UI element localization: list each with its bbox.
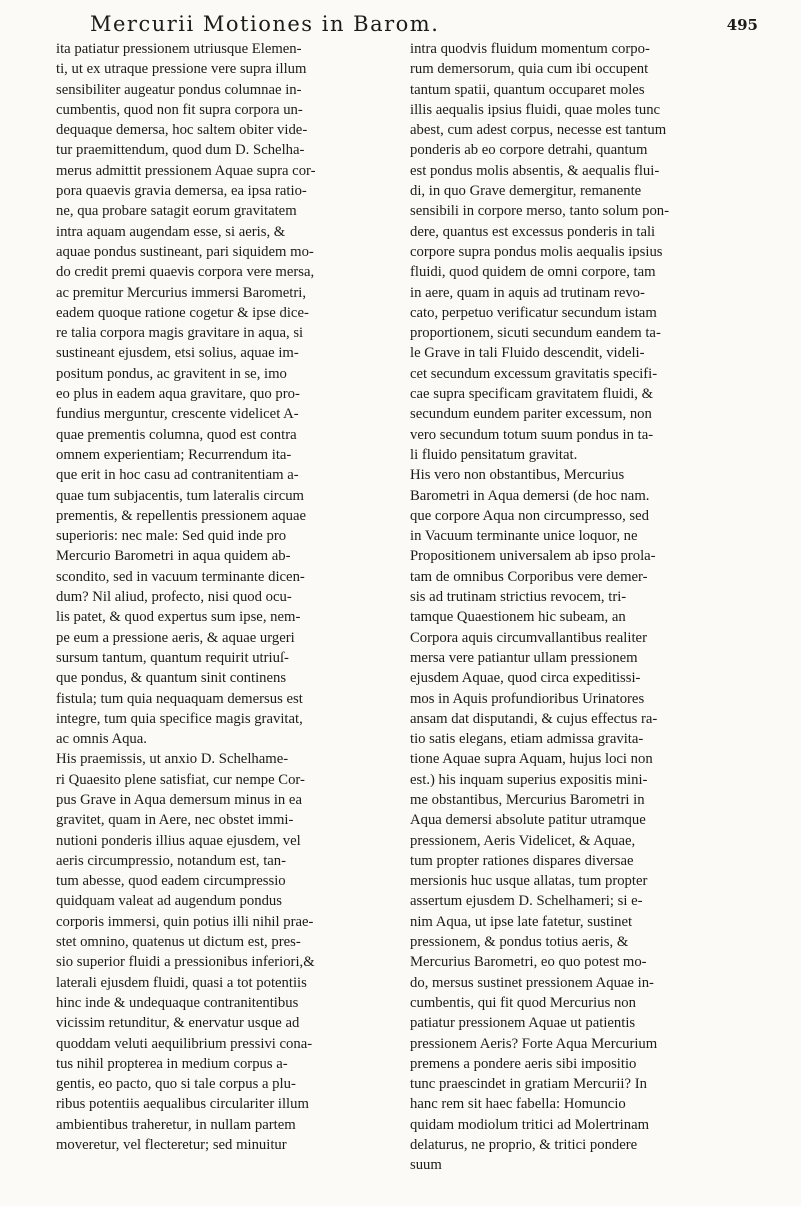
text-line: tunc praescindet in gratiam Mercurii? In (410, 1076, 647, 1093)
text-line: do credit premi quaevis corpora vere mersa, (56, 264, 315, 281)
text-line: di, in quo Grave demergitur, remanente (410, 183, 642, 200)
text-line: que erit in hoc casu ad contranitentiam a- (56, 467, 299, 484)
text-line: ribus potentiis aequalibus circulariter illum (56, 1096, 309, 1113)
text-line: mos in Aquis profundioribus Urinatores (410, 690, 645, 707)
text-line: que pondus, & quantum sinit continens (56, 670, 287, 687)
text-line: hanc rem sit haec fabella: Homuncio (410, 1096, 626, 1113)
text-line: pe eum a pressione aeris, & aquae urgeri (56, 629, 295, 646)
text-line: His vero non obstantibus, Mercurius (410, 467, 625, 484)
text-line: delaturus, ne proprio, & tritici pondere (410, 1137, 638, 1154)
text-line: sursum tantum, quantum requirit utriuſ- (56, 649, 289, 666)
text-line: tam de omnibus Corporibus vere demer- (410, 568, 648, 585)
text-line: ita patiatur pressionem utriusque Elemen- (56, 41, 302, 57)
text-line: ponderis ab eo corpore detrahi, quantum (410, 142, 648, 159)
text-line: gentis, eo pacto, quo si tale corpus a plu- (56, 1076, 296, 1093)
text-line: moveretur, vel flecteretur; sed minuitur (56, 1137, 287, 1154)
text-line: tum propter rationes dispares diversae (410, 852, 634, 869)
text-line: tio satis elegans, etiam admissa gravita- (410, 731, 644, 748)
text-line: lis patet, & quod expertus sum ipse, nem- (56, 609, 301, 626)
text-line: sustineant ejusdem, etsi solius, aquae im- (56, 345, 299, 362)
text-line: pus Grave in Aqua demersum minus in ea (56, 791, 302, 808)
text-line: eo plus in eadem aqua gravitare, quo pro- (56, 386, 300, 403)
text-line: pressionem Aeris? Forte Aqua Mercurium (410, 1035, 658, 1052)
text-line: quae tum subjacentis, tum lateralis circum (56, 487, 304, 504)
text-line: dequaque demersa, hoc saltem obiter vide- (56, 122, 308, 139)
text-line: tione Aquae supra Aquam, hujus loci non (410, 751, 653, 768)
text-line: Barometri in Aqua demersi (de hoc nam. (410, 487, 650, 504)
left-text-column (56, 39, 406, 1155)
text-line: dum? Nil aliud, profecto, nisi quod ocu- (56, 589, 292, 606)
text-line: pressionem, Aeris Videlicet, & Aquae, (410, 832, 636, 849)
text-line: vero secundum totum suum pondus in ta- (410, 426, 654, 443)
text-line: Aqua demersi absolute patitur utramque (410, 812, 646, 829)
text-line: sis ad trutinam strictius revocem, tri- (410, 589, 627, 606)
text-line: prementis, & repellentis pressionem aquae (56, 507, 307, 524)
text-line: li fluido pensitatum gravitat. (410, 446, 578, 463)
text-line: Mercurius Barometri, eo quo potest mo- (410, 954, 647, 971)
text-line: re talia corpora magis gravitare in aqua, si (56, 325, 304, 342)
text-line: ac omnis Aqua. (56, 731, 147, 748)
text-line: ac premitur Mercurius immersi Barometri, (56, 284, 307, 301)
text-line: quae prementis columna, quod est contra (56, 426, 297, 443)
text-line: corporis immersi, quin potius illi nihil prae- (56, 913, 314, 930)
text-line: cumbentis, qui fit quod Mercurius non (410, 994, 636, 1011)
text-line: hinc inde & undequaque contranitentibus (56, 994, 299, 1011)
text-line: quidam modiolum tritici ad Molertrinam (410, 1116, 650, 1133)
text-line: suum (410, 1157, 442, 1174)
text-line: dere, quantus est excessus ponderis in tali (410, 223, 656, 240)
text-line: est.) his inquam superius expositis mini- (410, 771, 648, 788)
text-line: abest, cum adest corpus, necesse est tantum (410, 122, 667, 139)
text-line: assertum ejusdem D. Schelhameri; si e- (410, 893, 643, 910)
text-line: que corpore Aqua non circumpresso, sed (410, 507, 650, 524)
text-line: Mercurio Barometri in aqua quidem ab- (56, 548, 291, 565)
text-line: est pondus molis absentis, & aequalis flui- (410, 162, 660, 179)
text-line: integre, tum quia specifice magis gravitat, (56, 710, 303, 727)
text-line: secundum eundem pariter excessum, non (410, 406, 652, 423)
text-line: ambientibus traheretur, in nullam partem (56, 1116, 296, 1133)
text-line: pora quaevis gravia demersa, ea ipsa ratio- (56, 183, 307, 200)
text-line: le Grave in tali Fluido descendit, videli- (410, 345, 645, 362)
text-line: quidquam valeat ad augendum pondus (56, 893, 282, 910)
text-line: positum pondus, ac gravitent in se, imo (56, 365, 287, 382)
text-line: in aere, quam in aquis ad trutinam revo- (410, 284, 645, 301)
text-line: Propositionem universalem ab ipso prola- (410, 548, 656, 565)
text-line: sensibiliter augeatur pondus columnae in- (56, 81, 302, 98)
text-line: intra aquam augendam esse, si aeris, & (56, 223, 286, 240)
text-line: fistula; tum quia nequaquam demersus est (56, 690, 303, 707)
text-line: omnem experientiam; Recurrendum ita- (56, 446, 292, 463)
text-line: cato, perpetuo verificatur secundum istam (410, 304, 657, 321)
text-line: ansam dat disputandi, & cujus effectus ra- (410, 710, 658, 727)
text-line: laterali ejusdem fluidi, quasi a tot potentiis (56, 974, 307, 991)
text-line: ri Quaesito plene satisfiat, cur nempe Cor- (56, 771, 305, 788)
text-line: aquae pondus sustineant, pari siquidem mo- (56, 243, 314, 260)
text-line: premens a pondere aeris sibi impositio (410, 1055, 637, 1072)
text-line: nutioni ponderis illius aquae ejusdem, vel (56, 832, 301, 849)
right-text-column (410, 39, 765, 1176)
text-line: rum demersorum, quia cum ibi occupent (410, 61, 649, 78)
text-line: me obstantibus, Mercurius Barometri in (410, 791, 645, 808)
text-line: vicissim retunditur, & enervatur usque ad (56, 1015, 300, 1032)
text-line: Corpora aquis circumvallantibus realiter (410, 629, 647, 646)
text-line: do, mersus sustinet pressionem Aquae in- (410, 974, 654, 991)
text-line: mersionis huc usque allatas, tum propter (410, 873, 648, 890)
text-line: gravitet, quam in Aere, nec obstet immi- (56, 812, 294, 829)
text-line: illis aequalis ipsius fluidi, quae moles tunc (410, 101, 661, 118)
text-line: patiatur pressionem Aquae ut patientis (410, 1015, 636, 1032)
text-line: scondito, sed in vacuum terminante dicen- (56, 568, 305, 585)
text-line: His praemissis, ut anxio D. Schelhame- (56, 751, 289, 768)
text-line: stet omnino, quatenus ut dictum est, pres- (56, 934, 301, 951)
text-line: sio superior fluidi a pressionibus inferiori,& (56, 954, 315, 971)
text-line: tum abesse, quod eadem circumpressio (56, 873, 286, 890)
text-line: cae supra specificam gravitatem fluidi, & (410, 386, 654, 403)
text-line: in Vacuum terminante unice loquor, ne (410, 528, 638, 545)
text-line: mersa vere patiantur ullam pressionem (410, 649, 638, 666)
text-line: intra quodvis fluidum momentum corpo- (410, 41, 650, 57)
text-line: corpore supra pondus molis aequalis ipsius (410, 243, 663, 260)
text-line: eadem quoque ratione cogetur & ipse dice- (56, 304, 309, 321)
text-line: merus admittit pressionem Aquae supra cor- (56, 162, 316, 179)
text-line: ne, qua probare satagit eorum gravitatem (56, 203, 297, 220)
text-line: nim Aqua, ut ipse late fatetur, sustinet (410, 913, 633, 930)
text-line: tur praemittendum, quod dum D. Schelha- (56, 142, 305, 159)
text-line: ti, ut ex utraque pressione vere supra illum (56, 61, 307, 78)
running-head: Mercurii Motiones in Barom. (90, 12, 440, 36)
text-line: fluidi, quod quidem de omni corpore, tam (410, 264, 656, 281)
text-line: superioris: nec male: Sed quid inde pro (56, 528, 287, 545)
text-line: cumbentis, quod non fit supra corpora un- (56, 101, 303, 118)
text-line: proportionem, sicuti secundum eandem ta- (410, 325, 661, 342)
text-line: tamque Quaestionem hic subeam, an (410, 609, 626, 626)
text-line: tus nihil propterea in medium corpus a- (56, 1055, 288, 1072)
page-number: 495 (726, 16, 758, 34)
text-line: ejusdem Aquae, quod circa expeditissi- (410, 670, 641, 687)
text-line: fundius merguntur, crescente videlicet A- (56, 406, 299, 423)
text-line: aeris circumpressio, notandum est, tan- (56, 852, 287, 869)
text-line: tantum spatii, quantum occuparet moles (410, 81, 645, 98)
text-line: cet secundum excessum gravitatis specifi- (410, 365, 658, 382)
text-line: sensibili in corpore merso, tanto solum pon- (410, 203, 670, 220)
text-line: pressionem, & pondus totius aeris, & (410, 934, 629, 951)
text-line: quoddam veluti aequilibrium pressivi cona- (56, 1035, 313, 1052)
page-header (90, 6, 758, 36)
